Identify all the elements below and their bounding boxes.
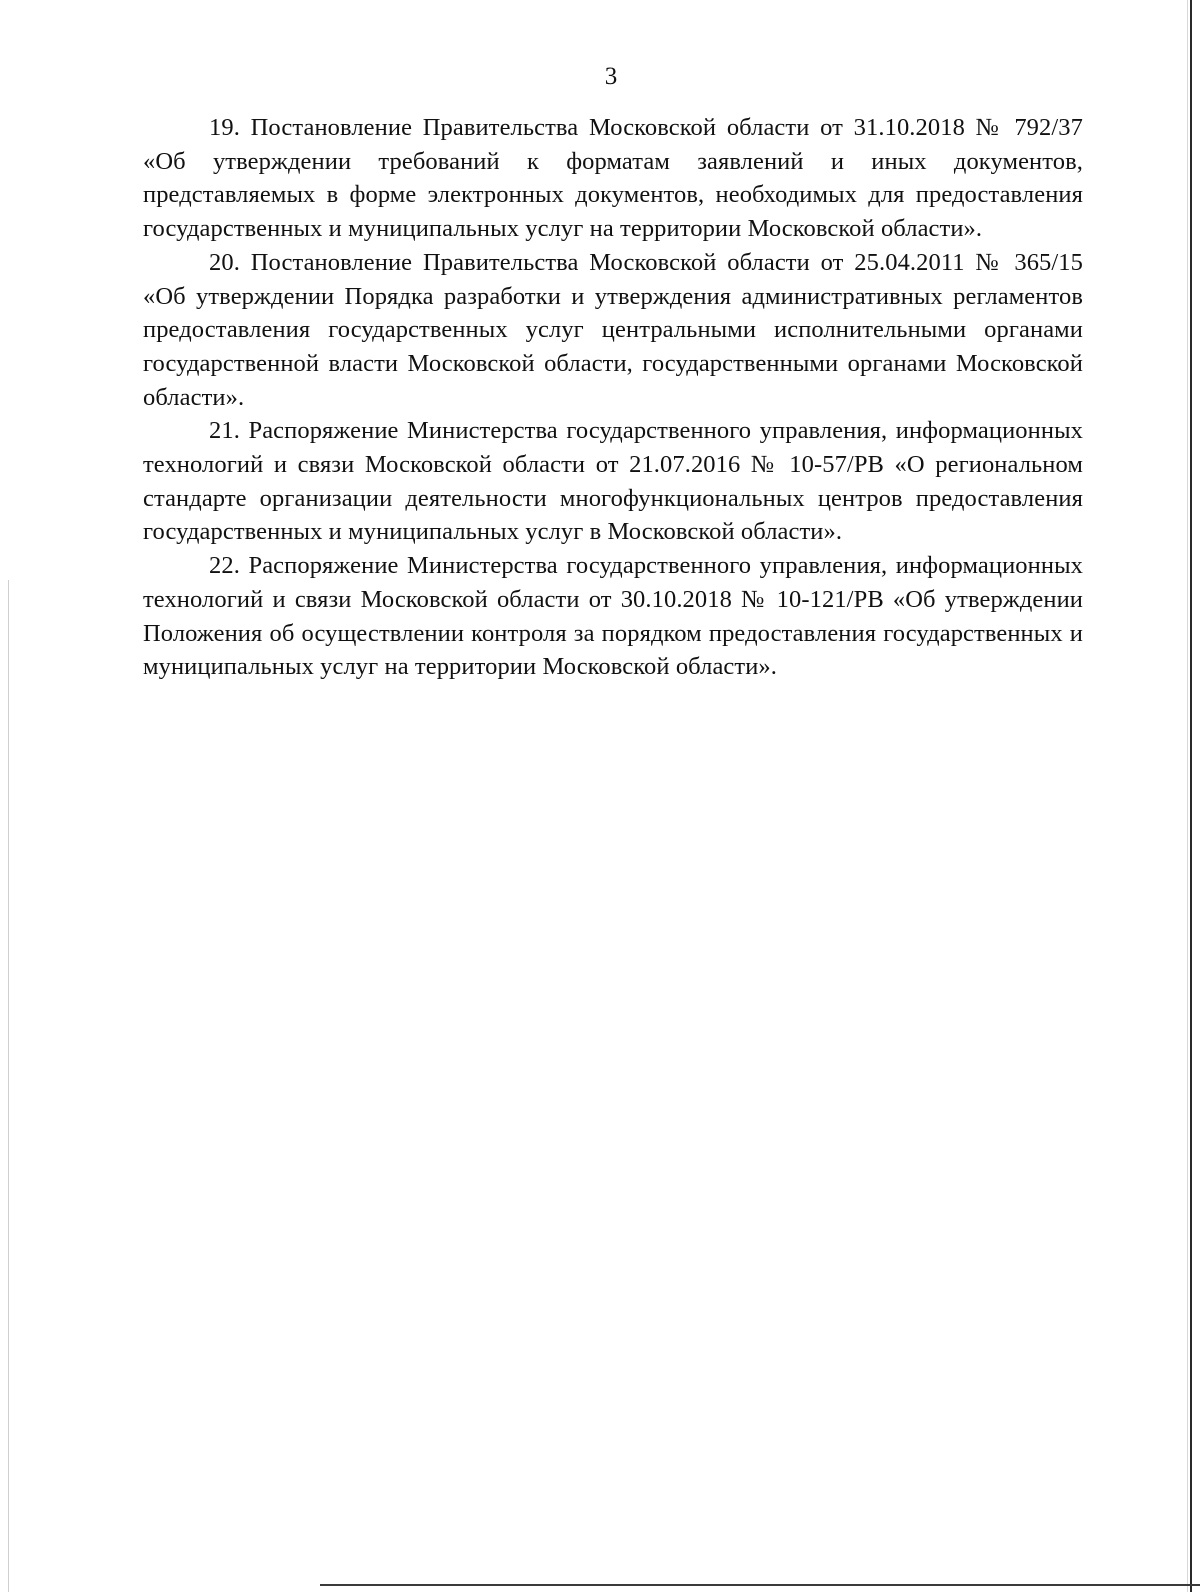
list-item-22: 22. Распоряжение Министерства государственного управления, информационных технологий и связи Московской области от 30.10.2018 № 10-121/РВ «Об утверждении Положения об осуществлении контроля за порядком предоставления государственных и муниципальных услуг на территории Московской области». [143,552,1083,681]
scan-edge-left [8,580,9,1592]
scan-edge-bottom [320,1584,1200,1586]
list-item-21: 21. Распоряжение Министерства государственного управления, информационных технологий и связи Московской области от 21.07.2016 № 10-57/РВ «О региональном стандарте организации деятельности многофункциональных центров предоставления государственных и муниципальных услуг в Московской области». [143,417,1083,546]
list-item-19: 19. Постановление Правительства Московской области от 31.10.2018 № 792/37 «Об утверждении требований к форматам заявлений и иных документов, представляемых в форме электронных документов, необходимых для предоставления государственных и муниципальных услуг на территории Московской области». [143,114,1083,243]
document-body [143,111,1083,684]
scan-edge-right [1190,0,1192,1592]
scan-edge-right-shadow [1187,0,1188,1592]
list-item-20: 20. Постановление Правительства Московской области от 25.04.2011 № 365/15 «Об утверждении Порядка разработки и утверждения административных регламентов предоставления государственных услуг центральными исполнительными органами государственной власти Московской области, государственными органами Московской области». [143,248,1083,411]
page-number: 3 [604,63,618,90]
